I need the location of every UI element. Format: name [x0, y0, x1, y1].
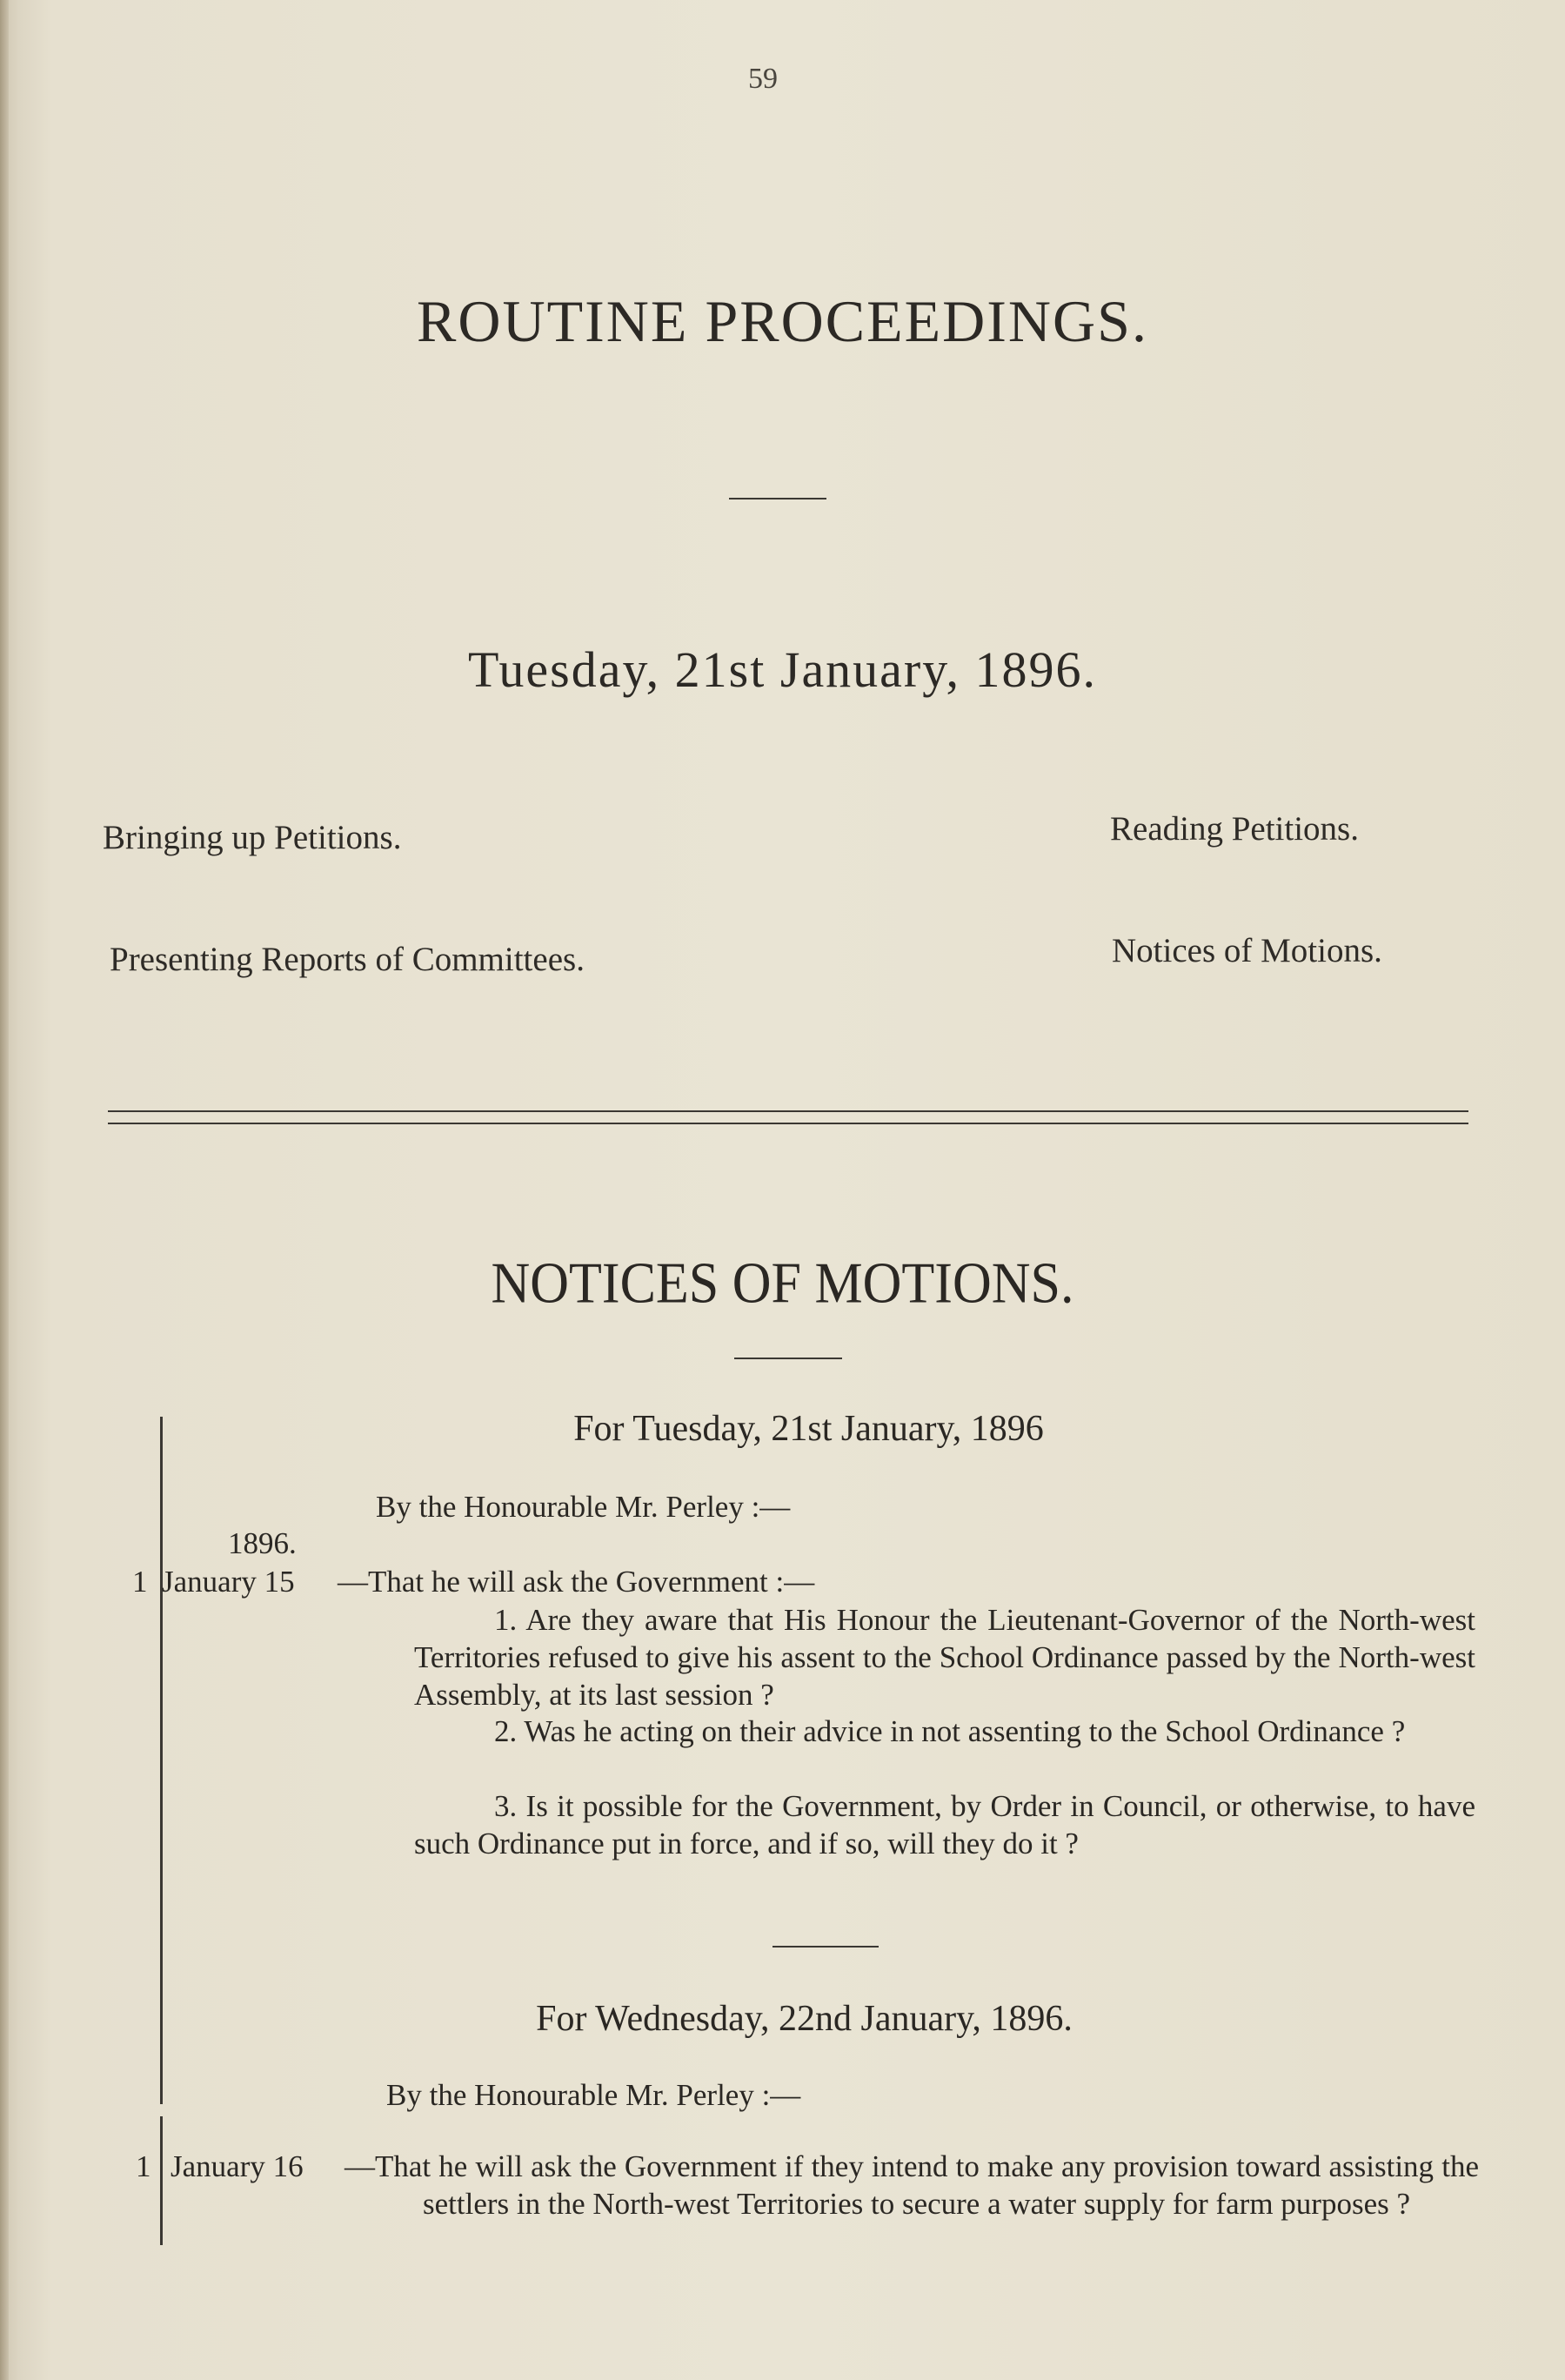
section-2-text: —That he will ask the Government if they intend to make any provision toward assisting the settlers in the North-west Territories to secure a water supply for farm purposes ? [344, 2149, 1479, 2221]
question-2: 2. Was he acting on their advice in not assenting to the School Ordinance ? [494, 1714, 1406, 1748]
section-2-by-line: By the Honourable Mr. Perley :— [386, 2078, 801, 2112]
item-presenting-reports: Presenting Reports of Committees. [110, 941, 585, 978]
section-1-by-line: By the Honourable Mr. Perley :— [376, 1490, 791, 1524]
section-1-for-date: For Tuesday, 21st January, 1896 [573, 1409, 1044, 1449]
routine-proceedings-title: ROUTINE PROCEEDINGS. [417, 288, 1148, 354]
notices-rule [734, 1358, 842, 1359]
title-rule [729, 498, 826, 499]
section-1-intro: —That he will ask the Government :— [338, 1565, 815, 1599]
item-reading-petitions: Reading Petitions. [1110, 810, 1359, 848]
section-separator-rule [772, 1946, 879, 1948]
section-1-number: 1 [132, 1565, 148, 1599]
notices-of-motions-title: NOTICES OF MOTIONS. [491, 1251, 1074, 1316]
proceedings-date: Tuesday, 21st January, 1896. [468, 641, 1097, 698]
double-rule-top [108, 1110, 1468, 1112]
item-notices-of-motions: Notices of Motions. [1112, 932, 1382, 969]
margin-bar-section-2 [160, 2116, 163, 2245]
question-1: 1. Are they aware that His Honour the Lieutenant-Governor of the North-west Territories refused to give his assent to the School Ordinance passed by the North-west Assembly, at its last session ? [414, 1603, 1475, 1712]
section-2-number: 1 [136, 2149, 151, 2183]
item-bringing-up-petitions: Bringing up Petitions. [103, 819, 402, 856]
section-2-paragraph [171, 2148, 1479, 2222]
section-2-for-date: For Wednesday, 22nd January, 1896. [536, 1999, 1073, 2039]
page-number: 59 [748, 63, 778, 95]
double-rule-bottom [108, 1123, 1468, 1124]
section-1-date: January 15 [162, 1565, 295, 1599]
section-1-year: 1896. [228, 1526, 297, 1560]
section-2-date: January 16 [171, 2149, 304, 2183]
question-3: 3. Is it possible for the Government, by Order in Council, or otherwise, to have such Ordinance put in force, and if so, will they do it ? [414, 1789, 1475, 1860]
